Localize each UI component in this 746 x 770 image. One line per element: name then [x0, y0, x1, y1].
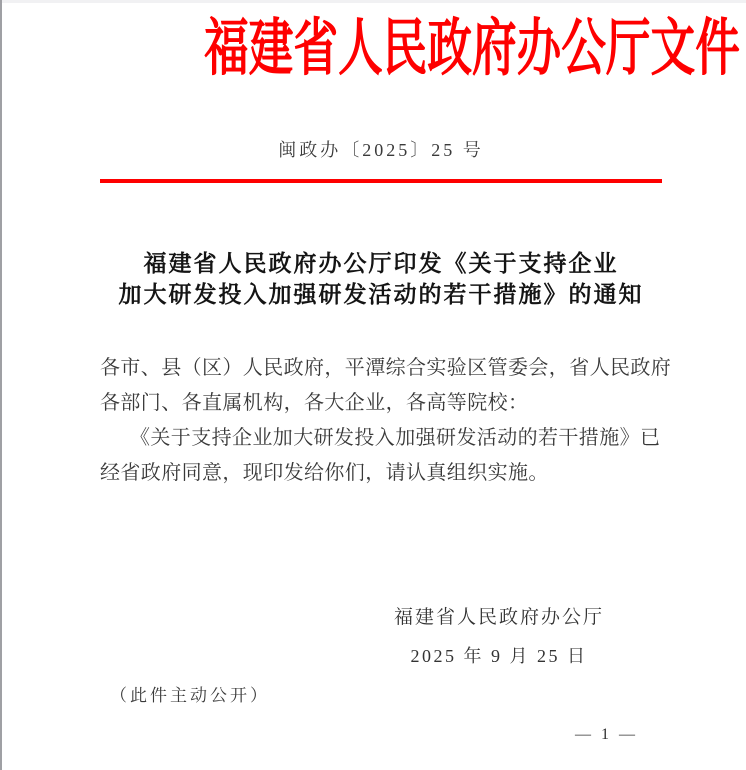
- issuing-agency-signature: 福建省人民政府办公厅: [393, 607, 604, 628]
- letterhead-title: [100, 12, 740, 102]
- document-content: [100, 0, 740, 770]
- body-line: 各市、县（区）人民政府，平潭综合实验区管委会，省人民政府: [100, 357, 672, 379]
- page-number: — 1 —: [575, 726, 638, 743]
- notice-body: [100, 351, 672, 491]
- notice-title: [100, 248, 662, 310]
- letterhead-title-text: 福建省人民政府办公厅文件: [204, 15, 740, 83]
- body-line: 经省政府同意，现印发给你们，请认真组织实施。: [100, 462, 549, 484]
- notice-title-line-1: 福建省人民政府办公厅印发《关于支持企业: [143, 251, 619, 276]
- issue-date: 2025 年 9 月 25 日: [410, 646, 588, 666]
- body-line: 各部门、各直属机构，各大企业，各高等院校：: [100, 392, 529, 414]
- letterhead-red-rule: [100, 179, 662, 183]
- signature-block: [336, 598, 662, 676]
- publicity-note: （此件主动公开）: [110, 686, 270, 705]
- body-line: 《关于支持企业加大研发投入加强研发活动的若干措施》已: [130, 427, 661, 449]
- document-number: 闽政办〔2025〕25 号: [278, 140, 484, 160]
- notice-title-line-2: 加大研发投入加强研发活动的若干措施》的通知: [118, 282, 644, 307]
